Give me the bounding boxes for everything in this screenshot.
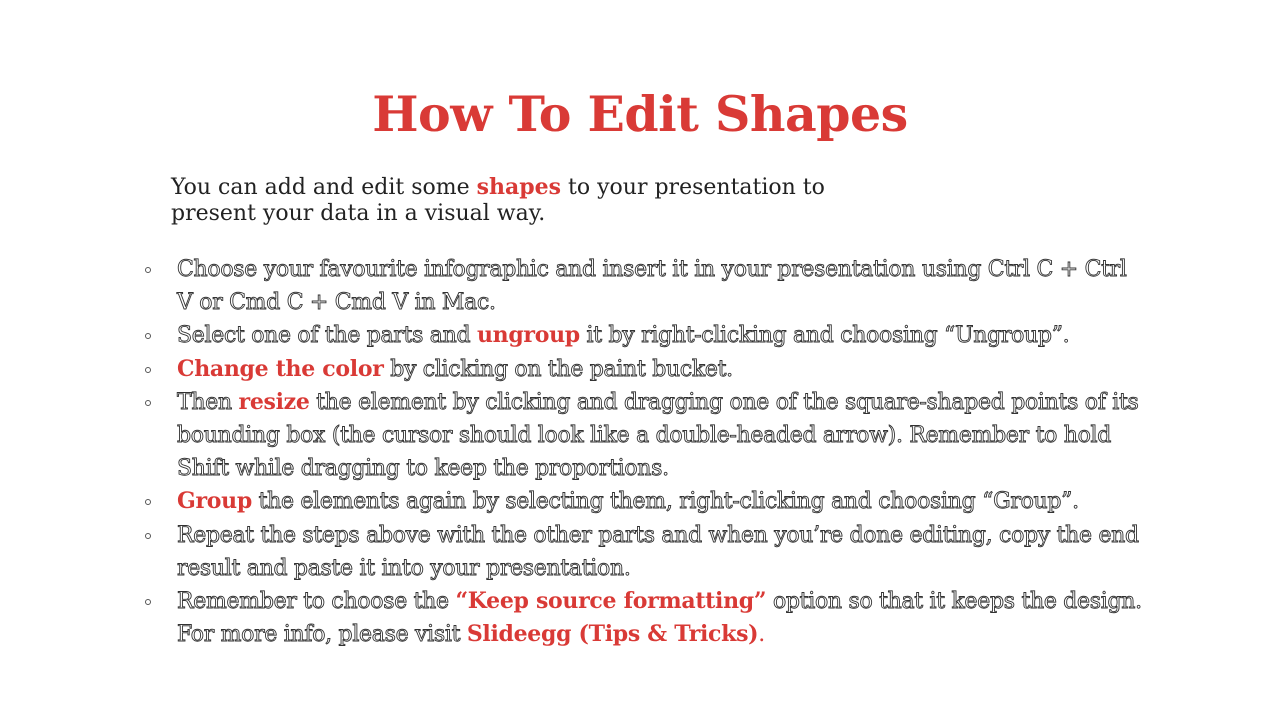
highlighted-text: shapes bbox=[476, 174, 562, 200]
slide-title: How To Edit Shapes bbox=[372, 85, 908, 143]
highlighted-text: ungroup bbox=[476, 322, 580, 349]
list-item bbox=[145, 386, 1145, 486]
text-segment: the element by clicking and dragging one of the square-shaped points of its bounding box (the cursor should look like a double-headed arrow). Remember to hold Shift while dragging to keep the proportions. bbox=[177, 389, 1139, 482]
list-item bbox=[145, 353, 1145, 386]
text-segment: by clicking on the paint bucket. bbox=[383, 356, 733, 382]
bullet-icon bbox=[145, 599, 151, 605]
list-item bbox=[145, 253, 1145, 319]
highlighted-text: Change the color bbox=[177, 355, 384, 382]
bullet-icon bbox=[145, 367, 151, 373]
list-item bbox=[145, 319, 1145, 352]
bullet-icon bbox=[145, 267, 151, 273]
highlighted-text: Group bbox=[177, 488, 252, 515]
list-item bbox=[145, 485, 1145, 518]
accent-text: . bbox=[758, 622, 765, 648]
bullet-icon bbox=[145, 400, 151, 406]
bullet-icon bbox=[145, 533, 151, 539]
text-segment: Repeat the steps above with the other parts and when you’re done editing, copy the end result and paste it into your presentation. bbox=[177, 522, 1139, 581]
highlighted-text: resize bbox=[238, 388, 310, 415]
text-segment: Select one of the parts and bbox=[177, 323, 477, 349]
instruction-list bbox=[145, 253, 1145, 651]
list-item bbox=[145, 519, 1145, 585]
text-segment: option so that it keeps the design. For more info, please visit bbox=[177, 589, 1142, 648]
highlighted-text: “Keep source formatting” bbox=[455, 588, 767, 615]
list-item bbox=[145, 585, 1145, 651]
text-segment: Choose your favourite infographic and insert it in your presentation using Ctrl C + Ctrl V or Cmd C + Cmd V in Mac. bbox=[177, 257, 1127, 316]
text-segment: it by right-clicking and choosing “Ungroup”. bbox=[579, 323, 1070, 349]
intro-paragraph bbox=[171, 174, 871, 227]
text-segment: Remember to choose the bbox=[177, 589, 456, 615]
highlighted-text: Slideegg (Tips & Tricks) bbox=[466, 621, 759, 648]
text-segment: to your presentation to present your data in a visual way. bbox=[171, 175, 825, 226]
text-segment: Then bbox=[177, 389, 239, 415]
text-segment: You can add and edit some bbox=[171, 175, 477, 200]
text-segment: the elements again by selecting them, right-clicking and choosing “Group”. bbox=[251, 489, 1079, 515]
bullet-icon bbox=[145, 333, 151, 339]
bullet-icon bbox=[145, 499, 151, 505]
